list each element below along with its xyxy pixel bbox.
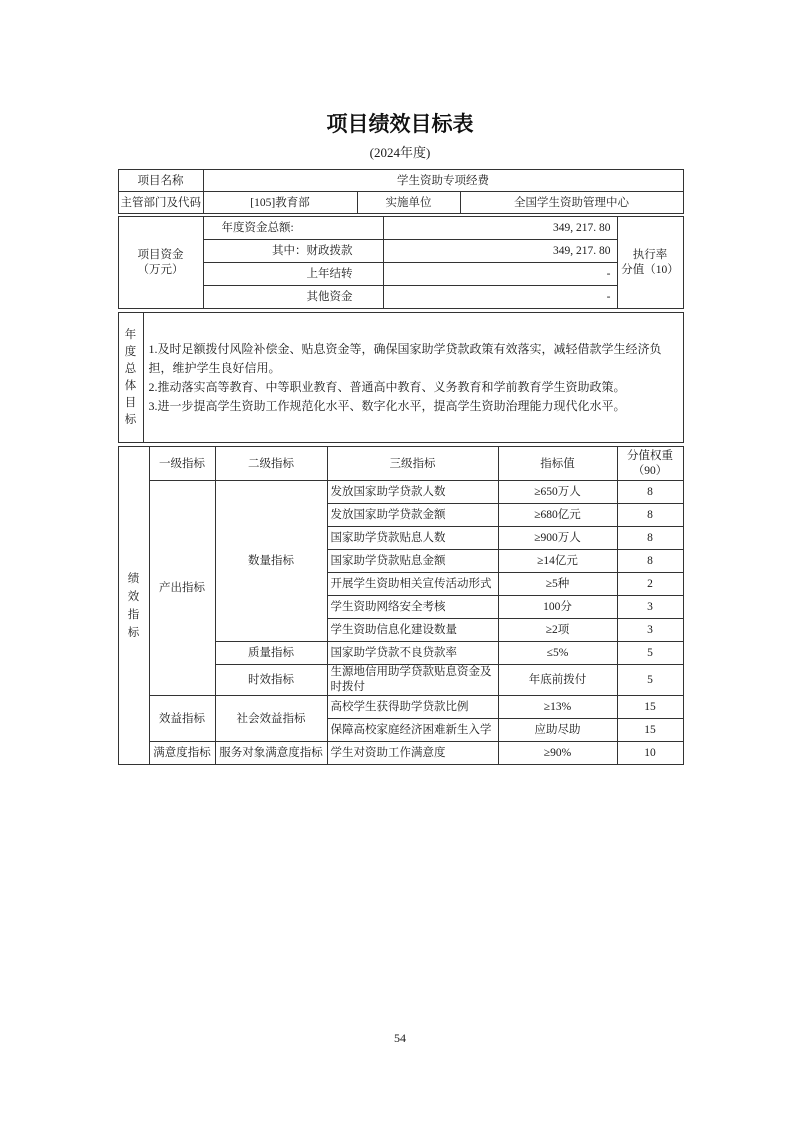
funding-label-line2: （万元） [137, 263, 184, 276]
indicator-level1: 满意度指标 [149, 742, 215, 765]
page-subtitle: (2024年度) [369, 145, 431, 160]
header-level1: 一级指标 [149, 447, 215, 481]
indicator-weight: 8 [617, 550, 683, 573]
header-value: 指标值 [498, 447, 617, 481]
table-row [118, 313, 683, 443]
indicator-weight: 2 [617, 573, 683, 596]
funding-row-label: 其中：财政拨款 [203, 240, 383, 263]
goals-side-label [118, 313, 143, 443]
header-level2: 二级指标 [215, 447, 327, 481]
indicator-value: ≥14亿元 [498, 550, 617, 573]
indicator-level2: 质量指标 [215, 642, 327, 665]
indicator-level2: 数量指标 [215, 481, 327, 642]
indicator-level3: 高校学生获得助学贷款比例 [327, 696, 498, 719]
table-row [118, 263, 683, 286]
project-name-label: 项目名称 [118, 170, 203, 192]
indicator-level1: 效益指标 [149, 696, 215, 742]
funding-label [118, 217, 203, 309]
header-weight-line1: 分值权重 [627, 449, 673, 462]
indicator-value: 100分 [498, 596, 617, 619]
indicator-level3: 国家助学贷款贴息金额 [327, 550, 498, 573]
indicator-value: 年底前拨付 [498, 665, 617, 696]
vertical-char: 总 [124, 362, 137, 375]
execution-rate-line1: 执行率 [632, 248, 668, 261]
table-row [118, 217, 683, 240]
indicator-weight: 8 [617, 504, 683, 527]
table-row [118, 742, 683, 765]
indicator-value: ≥650万人 [498, 481, 617, 504]
table-row [118, 481, 683, 504]
goal-line: 3.进一步提高学生资助工作规范化水平、数字化水平，提高学生资助治理能力现代化水平。 [148, 398, 626, 413]
indicator-level2: 时效指标 [215, 665, 327, 696]
page-title: 项目绩效目标表 [326, 113, 474, 136]
table-row [118, 240, 683, 263]
execution-rate-line2: 分值（10） [621, 263, 679, 276]
indicator-level3: 发放国家助学贷款金额 [327, 504, 498, 527]
indicator-level3: 开展学生资助相关宣传活动形式 [327, 573, 498, 596]
vertical-char: 标 [127, 626, 140, 639]
funding-row-label: 其他资金 [203, 286, 383, 309]
indicator-value: 应助尽助 [498, 719, 617, 742]
vertical-char: 效 [127, 590, 140, 603]
funding-row-value: - [383, 286, 617, 309]
indicator-level2: 服务对象满意度指标 [215, 742, 327, 765]
dept-code-label: 主管部门及代码 [118, 192, 203, 214]
page-number: 54 [394, 1031, 406, 1045]
indicator-level3: 国家助学贷款贴息人数 [327, 527, 498, 550]
funding-row-label: 上年结转 [203, 263, 383, 286]
table-row [118, 286, 683, 309]
indicators-side-label [118, 447, 149, 765]
header-level3: 三级指标 [327, 447, 498, 481]
funding-label-line1: 项目资金 [137, 248, 184, 261]
vertical-char: 度 [124, 345, 137, 358]
project-info-table [118, 169, 684, 214]
table-row [118, 447, 683, 481]
vertical-char: 标 [124, 413, 137, 426]
funding-row-label: 年度资金总额: [203, 217, 383, 240]
table-row [118, 696, 683, 719]
vertical-char: 体 [124, 379, 137, 392]
indicator-level3: 学生资助网络安全考核 [327, 596, 498, 619]
vertical-char: 指 [127, 608, 140, 621]
funding-table [118, 216, 684, 309]
indicator-weight: 15 [617, 719, 683, 742]
indicator-level1: 产出指标 [149, 481, 215, 696]
table-row [118, 170, 683, 192]
indicator-weight: 8 [617, 527, 683, 550]
indicator-value: ≤5% [498, 642, 617, 665]
indicator-value: ≥5种 [498, 573, 617, 596]
indicator-level2: 社会效益指标 [215, 696, 327, 742]
impl-unit-value: 全国学生资助管理中心 [460, 192, 683, 214]
indicator-value: ≥90% [498, 742, 617, 765]
funding-row-value: - [383, 263, 617, 286]
indicator-value: ≥13% [498, 696, 617, 719]
dept-code-value: [105]教育部 [203, 192, 357, 214]
indicator-weight: 8 [617, 481, 683, 504]
funding-row-value: 349, 217. 80 [383, 240, 617, 263]
indicator-weight: 3 [617, 596, 683, 619]
execution-rate-cell [617, 217, 683, 309]
indicator-level3: 保障高校家庭经济困难新生入学 [327, 719, 498, 742]
project-name-value: 学生资助专项经费 [203, 170, 683, 192]
indicator-level3: 学生资助信息化建设数量 [327, 619, 498, 642]
goal-line: 2.推动落实高等教育、中等职业教育、普通高中教育、义务教育和学前教育学生资助政策。 [148, 379, 626, 394]
indicator-weight: 3 [617, 619, 683, 642]
header-weight-line2: （90） [632, 464, 668, 477]
indicator-value: ≥680亿元 [498, 504, 617, 527]
indicator-level3: 生源地信用助学贷款贴息资金及时拨付 [327, 665, 498, 696]
impl-unit-label: 实施单位 [357, 192, 460, 214]
header-weight [617, 447, 683, 481]
indicator-level3: 学生对资助工作满意度 [327, 742, 498, 765]
table-row [118, 192, 683, 214]
indicator-weight: 15 [617, 696, 683, 719]
vertical-char: 目 [124, 396, 137, 409]
indicator-level3: 发放国家助学贷款人数 [327, 481, 498, 504]
indicator-weight: 5 [617, 665, 683, 696]
goals-text [143, 313, 683, 443]
indicator-weight: 5 [617, 642, 683, 665]
vertical-char: 绩 [127, 572, 140, 585]
vertical-char: 年 [124, 328, 137, 341]
indicator-level3: 国家助学贷款不良贷款率 [327, 642, 498, 665]
document-body [118, 169, 683, 765]
goal-line: 1.及时足额拨付风险补偿金、贴息资金等，确保国家助学贷款政策有效落实，减轻借款学生经济负担，维护学生良好信用。 [148, 341, 662, 375]
indicators-table [118, 446, 684, 765]
funding-row-value: 349, 217. 80 [383, 217, 617, 240]
indicator-value: ≥900万人 [498, 527, 617, 550]
indicator-value: ≥2项 [498, 619, 617, 642]
indicator-weight: 10 [617, 742, 683, 765]
goals-table [118, 312, 684, 443]
